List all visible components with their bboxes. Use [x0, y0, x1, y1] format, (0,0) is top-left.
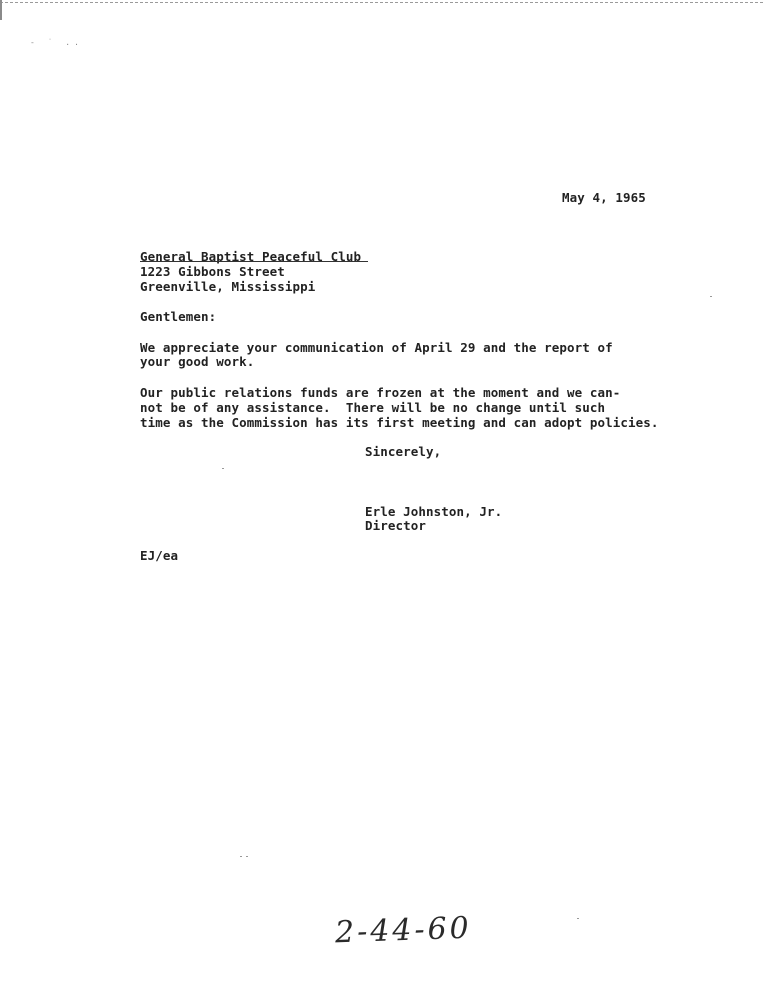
- scan-speck: [710, 296, 712, 297]
- page-corner-mark: [0, 0, 2, 20]
- paragraph-2-line-3: time as the Commission has its first meeting and can adopt policies.: [140, 415, 659, 430]
- recipient-name-underline: [140, 261, 368, 262]
- scan-speck: [246, 856, 248, 857]
- scan-speck: [240, 856, 242, 857]
- closing: Sincerely,: [365, 444, 442, 459]
- paragraph-1-line-1: We appreciate your communication of April 29 and the report of: [140, 340, 613, 355]
- handwritten-file-number: 2-44-60: [334, 910, 473, 951]
- signer-name: Erle Johnston, Jr.: [365, 504, 503, 519]
- signer-title: Director: [365, 518, 427, 533]
- paragraph-1-line-2: your good work.: [140, 354, 255, 369]
- recipient-name: General Baptist Peaceful Club: [140, 249, 362, 264]
- salutation: Gentlemen:: [140, 309, 217, 324]
- recipient-street: 1223 Gibbons Street: [140, 264, 285, 279]
- paragraph-2-line-2: not be of any assistance. There will be no change until such: [140, 400, 606, 415]
- recipient-city: Greenville, Mississippi: [140, 279, 316, 294]
- scan-speck: [577, 918, 579, 919]
- typist-initials: EJ/ea: [140, 548, 179, 563]
- page-top-edge: [0, 2, 763, 3]
- scan-specks: - ˙ ..: [30, 38, 83, 47]
- paragraph-2-line-1: Our public relations funds are frozen at the moment and we can-: [140, 385, 621, 400]
- letter-date: May 4, 1965: [562, 190, 646, 205]
- scan-speck: [222, 468, 224, 469]
